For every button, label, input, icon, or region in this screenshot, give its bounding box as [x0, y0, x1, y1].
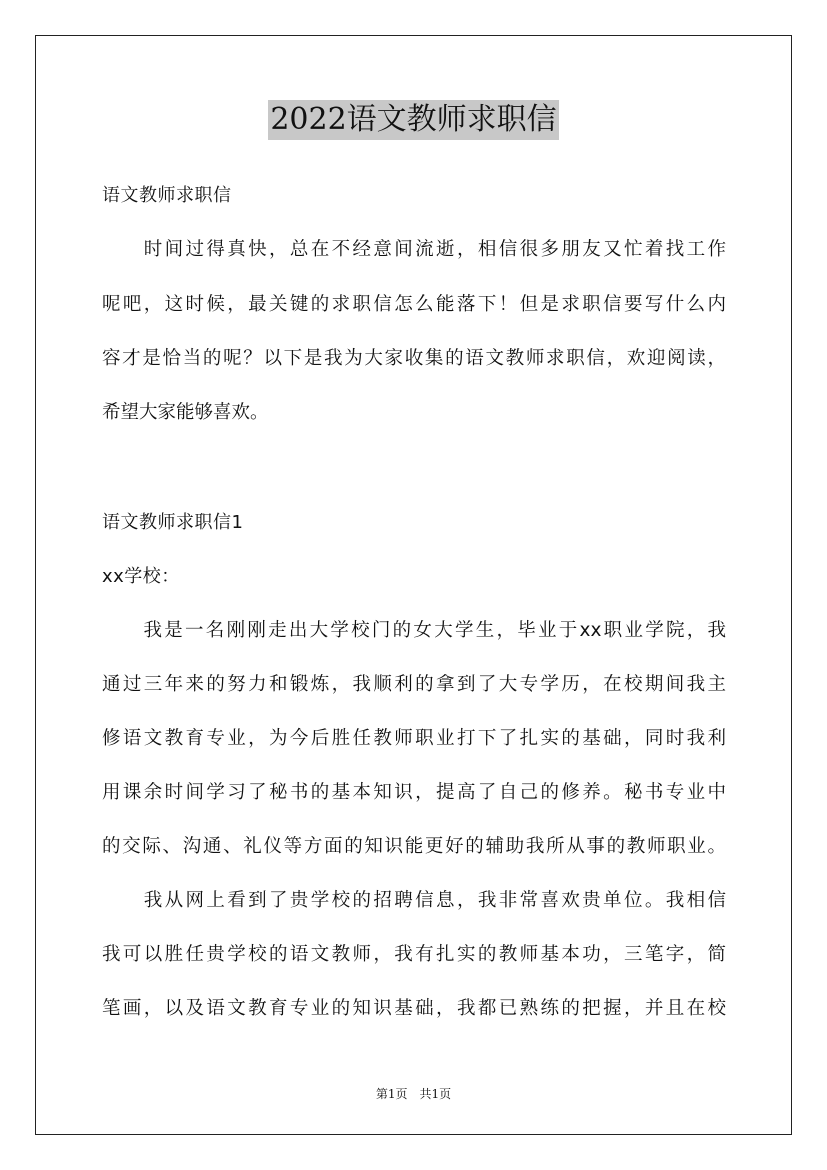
intro-line: 希望大家能够喜欢。 [102, 402, 269, 423]
para1-line: 通过三年来的努力和锻炼，我顺利的拿到了大专学历，在校期间我主 [102, 674, 726, 695]
intro-line: 时间过得真快，总在不经意间流逝，相信很多朋友又忙着找工作 [102, 239, 726, 260]
para2-line: 我从网上看到了贵学校的招聘信息，我非常喜欢贵单位。我相信 [102, 890, 726, 911]
intro-line: 容才是恰当的呢？以下是我为大家收集的语文教师求职信，欢迎阅读， [102, 348, 726, 369]
intro-line: 呢吧，这时候，最关键的求职信怎么能落下！但是求职信要写什么内 [102, 294, 726, 315]
para2-line: 我可以胜任贵学校的语文教师，我有扎实的教师基本功，三笔字，简 [102, 944, 726, 965]
para2-line: 笔画，以及语文教育专业的知识基础，我都已熟练的把握，并且在校 [102, 998, 726, 1019]
para1-line: 的交际、沟通、礼仪等方面的知识能更好的辅助我所从事的教师职业。 [102, 836, 726, 857]
title-wrap [0, 100, 827, 140]
salutation: xx学校： [102, 566, 180, 587]
para1-line: 修语文教育专业，为今后胜任教师职业打下了扎实的基础，同时我利 [102, 728, 726, 749]
document-title: 2022语文教师求职信 [268, 100, 558, 140]
document-subtitle: 语文教师求职信 [102, 185, 232, 206]
page-footer: 第1页 共1页 [375, 1087, 452, 1101]
para1-line: 我是一名刚刚走出大学校门的女大学生，毕业于xx职业学院，我 [102, 620, 726, 641]
para1-line: 用课余时间学习了秘书的基本知识，提高了自己的修养。秘书专业中 [102, 782, 726, 803]
section-heading: 语文教师求职信1 [102, 512, 244, 533]
